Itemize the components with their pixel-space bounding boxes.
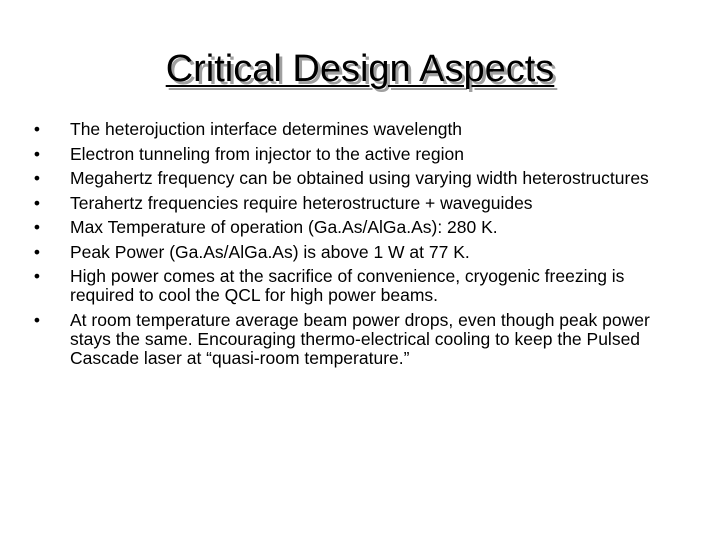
bullet-dot-icon: • [33,192,41,213]
slide-title [0,44,720,94]
bullet-item [30,311,690,368]
bullet-dot-icon: • [33,266,41,286]
bullet-item [30,194,690,213]
bullet-dot-icon: • [33,241,41,262]
bullet-item [30,267,690,305]
bullet-dot-icon: • [33,168,41,188]
bullet-text: At room temperature average beam power drops, even though peak power stays the same. Encouraging thermo-electrical cooling to keep the Pulsed Cascade laser at “quasi-room temperature.” [70,309,650,368]
bullet-text: Max Temperature of operation (Ga.As/AlGa.As): 280 K. [70,217,498,237]
bullet-text: High power comes at the sacrifice of convenience, cryogenic freezing is required to cool the QCL for high power beams. [70,266,625,305]
bullet-text: Terahertz frequencies require heterostructure + waveguides [70,192,533,213]
bullet-item [30,120,690,139]
bullet-text: Megahertz frequency can be obtained using varying width heterostructures [70,168,649,188]
bullet-item [30,243,690,262]
bullet-item [30,145,690,164]
bullet-dot-icon: • [33,143,41,164]
bullet-text: Peak Power (Ga.As/AlGa.As) is above 1 W at 77 K. [70,241,470,262]
bullet-item [30,218,690,237]
bullet-dot-icon: • [33,217,41,237]
slide-title-text: Critical Design Aspects [165,48,555,90]
bullet-dot-icon: • [33,309,41,330]
bullet-text: The heterojuction interface determines wavelength [70,119,463,139]
bullet-list [30,120,690,373]
bullet-item [30,169,690,188]
bullet-text: Electron tunneling from injector to the active region [70,143,464,164]
bullet-dot-icon: • [33,119,41,139]
